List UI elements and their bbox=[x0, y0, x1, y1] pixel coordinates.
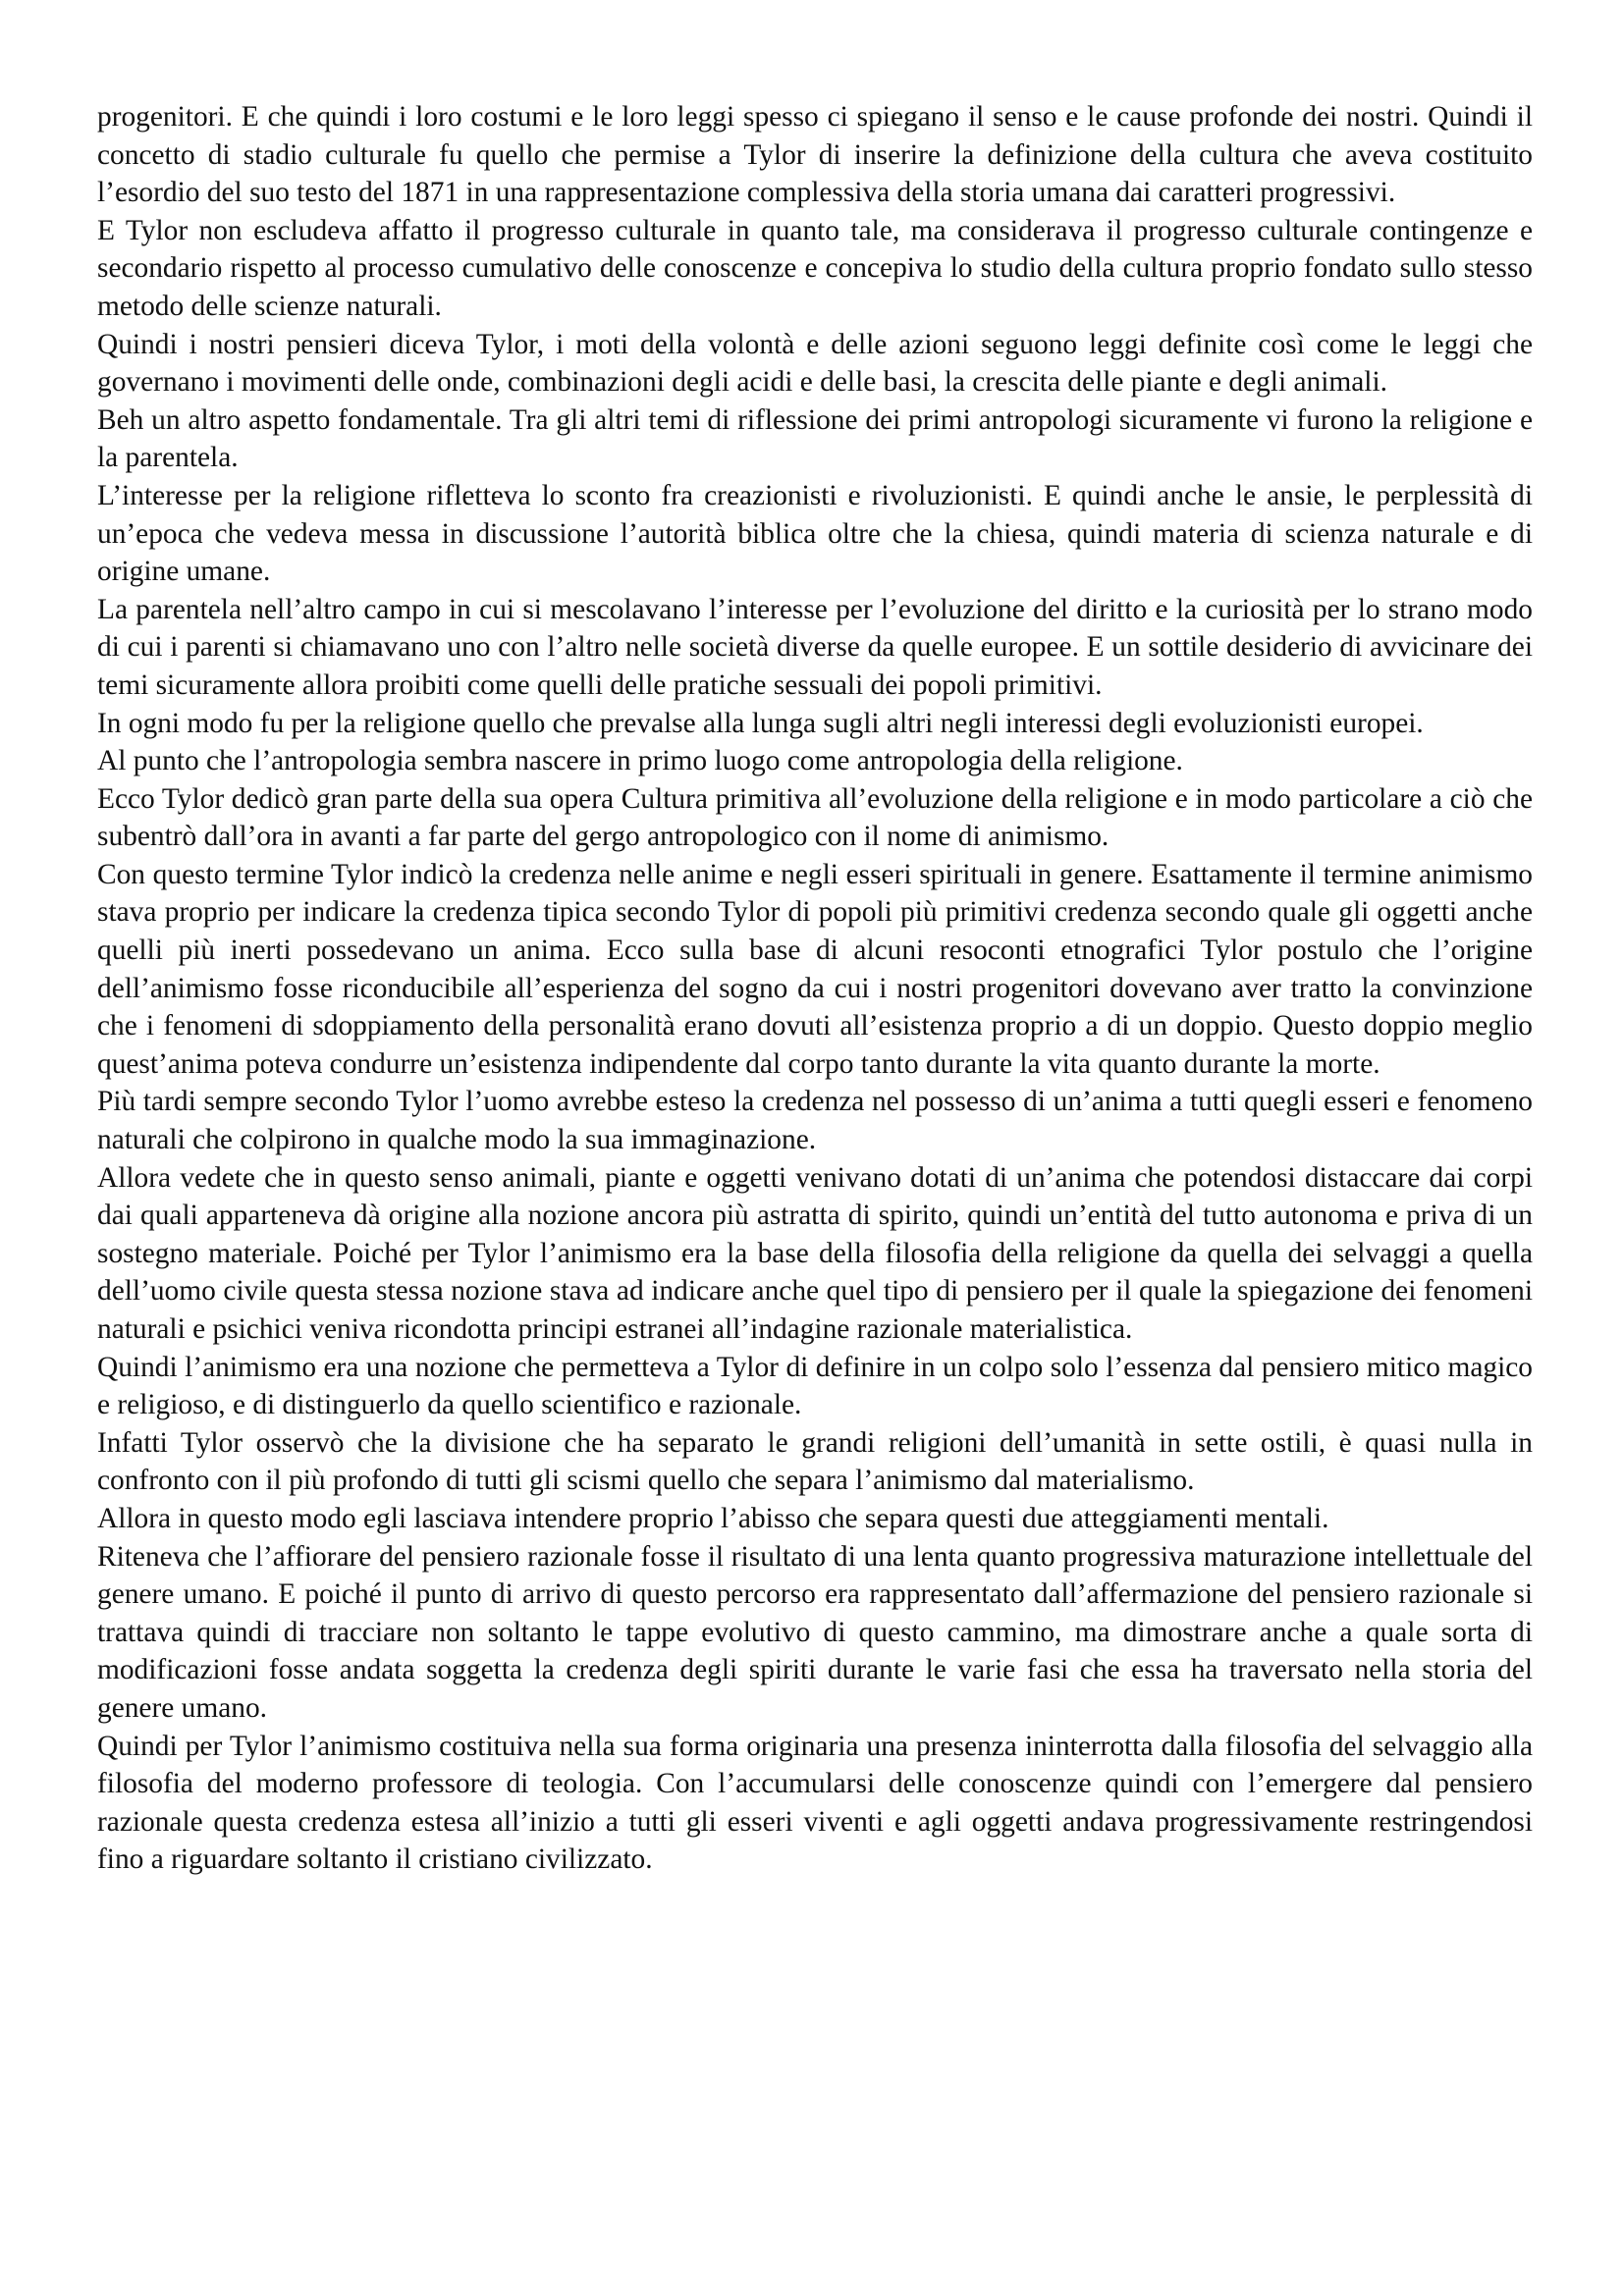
paragraph-3: Quindi i nostri pensieri diceva Tylor, i moti della volontà e delle azioni seguono leggi definite così come le leggi che governano i movimenti delle onde, combinazioni degli acidi e delle basi, la crescita delle piante e degli animali. bbox=[97, 328, 1533, 399]
document-page bbox=[97, 98, 1533, 1879]
paragraph-9: Ecco Tylor dedicò gran parte della sua opera Cultura primitiva all’evoluzione della religione e in modo particolare a ciò che subentrò dall’ora in avanti a far parte del gergo antropologico con il nome di animismo. bbox=[97, 782, 1533, 853]
paragraph-16: Riteneva che l’affiorare del pensiero razionale fosse il risultato di una lenta quanto progressiva maturazione intellettuale del genere umano. E poiché il punto di arrivo di questo percorso era rappresentato dall’affermazione del pensiero razionale si trattava quindi di tracciare non soltanto le tappe evolutivo di questo cammino, ma dimostrare anche a quale sorta di modificazioni fosse andata soggetta la credenza degli spiriti durante le varie fasi che essa ha traversato nella storia del genere umano. bbox=[97, 1540, 1533, 1724]
paragraph-10: Con questo termine Tylor indicò la credenza nelle anime e negli esseri spirituali in genere. Esattamente il termine animismo stava proprio per indicare la credenza tipica secondo Tylor di popoli più primitivi credenza secondo quale gli oggetti anche quelli più inerti possedevano un anima. Ecco sulla base di alcuni resoconti etnografici Tylor postulo che l’origine dell’animismo fosse riconducibile all’esperienza del sogno da cui i nostri progenitori dovevano aver tratto la convinzione che i fenomeni di sdoppiamento della personalità erano dovuti all’esistenza proprio a di un doppio. Questo doppio meglio quest’anima poteva condurre un’esistenza indipendente dal corpo tanto durante la vita quanto durante la morte. bbox=[97, 858, 1533, 1080]
paragraph-14: Infatti Tylor osservò che la divisione che ha separato le grandi religioni dell’umanità in sette ostili, è quasi nulla in confronto con il più profondo di tutti gli scismi quello che separa l’animismo dal materialismo. bbox=[97, 1426, 1533, 1497]
paragraph-15: Allora in questo modo egli lasciava intendere proprio l’abisso che separa questi due atteggiamenti mentali. bbox=[97, 1502, 1329, 1534]
paragraph-17: Quindi per Tylor l’animismo costituiva nella sua forma originaria una presenza ininterrotta dalla filosofia del selvaggio alla filosofia del moderno professore di teologia. Con l’accumularsi delle conoscenze quindi con l’emergere dal pensiero razionale questa credenza estesa all’inizio a tutti gli esseri viventi e agli oggetti andava progressivamente restringendosi fino a riguardare soltanto il cristiano civilizzato. bbox=[97, 1730, 1533, 1876]
paragraph-5: L’interesse per la religione rifletteva lo sconto fra creazionisti e rivoluzionisti. E quindi anche le ansie, le perplessità di un’epoca che vedeva messa in discussione l’autorità biblica oltre che la chiesa, quindi materia di scienza naturale e di origine umane. bbox=[97, 479, 1533, 588]
paragraph-4: Beh un altro aspetto fondamentale. Tra gli altri temi di riflessione dei primi antropologi sicuramente vi furono la religione e la parentela. bbox=[97, 403, 1533, 474]
paragraph-12: Allora vedete che in questo senso animali, piante e oggetti venivano dotati di un’anima che potendosi distaccare dai corpi dai quali apparteneva dà origine alla nozione ancora più astratta di spirito, quindi un’entità del tutto autonoma e priva di un sostegno materiale. Poiché per Tylor l’animismo era la base della filosofia della religione da quella dei selvaggi a quella dell’uomo civile questa stessa nozione stava ad indicare anche quel tipo di pensiero per il quale la spiegazione dei fenomeni naturali e psichici veniva ricondotta principi estranei all’indagine razionale materialistica. bbox=[97, 1161, 1533, 1345]
paragraph-13: Quindi l’animismo era una nozione che permetteva a Tylor di definire in un colpo solo l’essenza dal pensiero mitico magico e religioso, e di distinguerlo da quello scientifico e razionale. bbox=[97, 1351, 1533, 1421]
paragraph-1: progenitori. E che quindi i loro costumi e le loro leggi spesso ci spiegano il senso e le cause profonde dei nostri. Quindi il concetto di stadio culturale fu quello che permise a Tylor di inserire la definizione della cultura che aveva costituito l’esordio del suo testo del 1871 in una rappresentazione complessiva della storia umana dai caratteri progressivi. bbox=[97, 101, 1533, 209]
paragraph-2: E Tylor non escludeva affatto il progresso culturale in quanto tale, ma considerava il progresso culturale contingenze e secondario rispetto al processo cumulativo delle conoscenze e concepiva lo studio della cultura proprio fondato sullo stesso metodo delle scienze naturali. bbox=[97, 214, 1533, 322]
paragraph-11: Più tardi sempre secondo Tylor l’uomo avrebbe esteso la credenza nel possesso di un’anima a tutti quegli esseri e fenomeno naturali che colpirono in qualche modo la sua immaginazione. bbox=[97, 1086, 1533, 1156]
paragraph-6: La parentela nell’altro campo in cui si mescolavano l’interesse per l’evoluzione del diritto e la curiosità per lo strano modo di cui i parenti si chiamavano uno con l’altro nelle società diverse da quelle europee. E un sottile desiderio di avvicinare dei temi sicuramente allora proibiti come quelli delle pratiche sessuali dei popoli primitivi. bbox=[97, 593, 1533, 701]
paragraph-8: Al punto che l’antropologia sembra nascere in primo luogo come antropologia della religione. bbox=[97, 745, 1183, 777]
paragraph-7: In ogni modo fu per la religione quello che prevalse alla lunga sugli altri negli interessi degli evoluzionisti europei. bbox=[97, 707, 1424, 739]
